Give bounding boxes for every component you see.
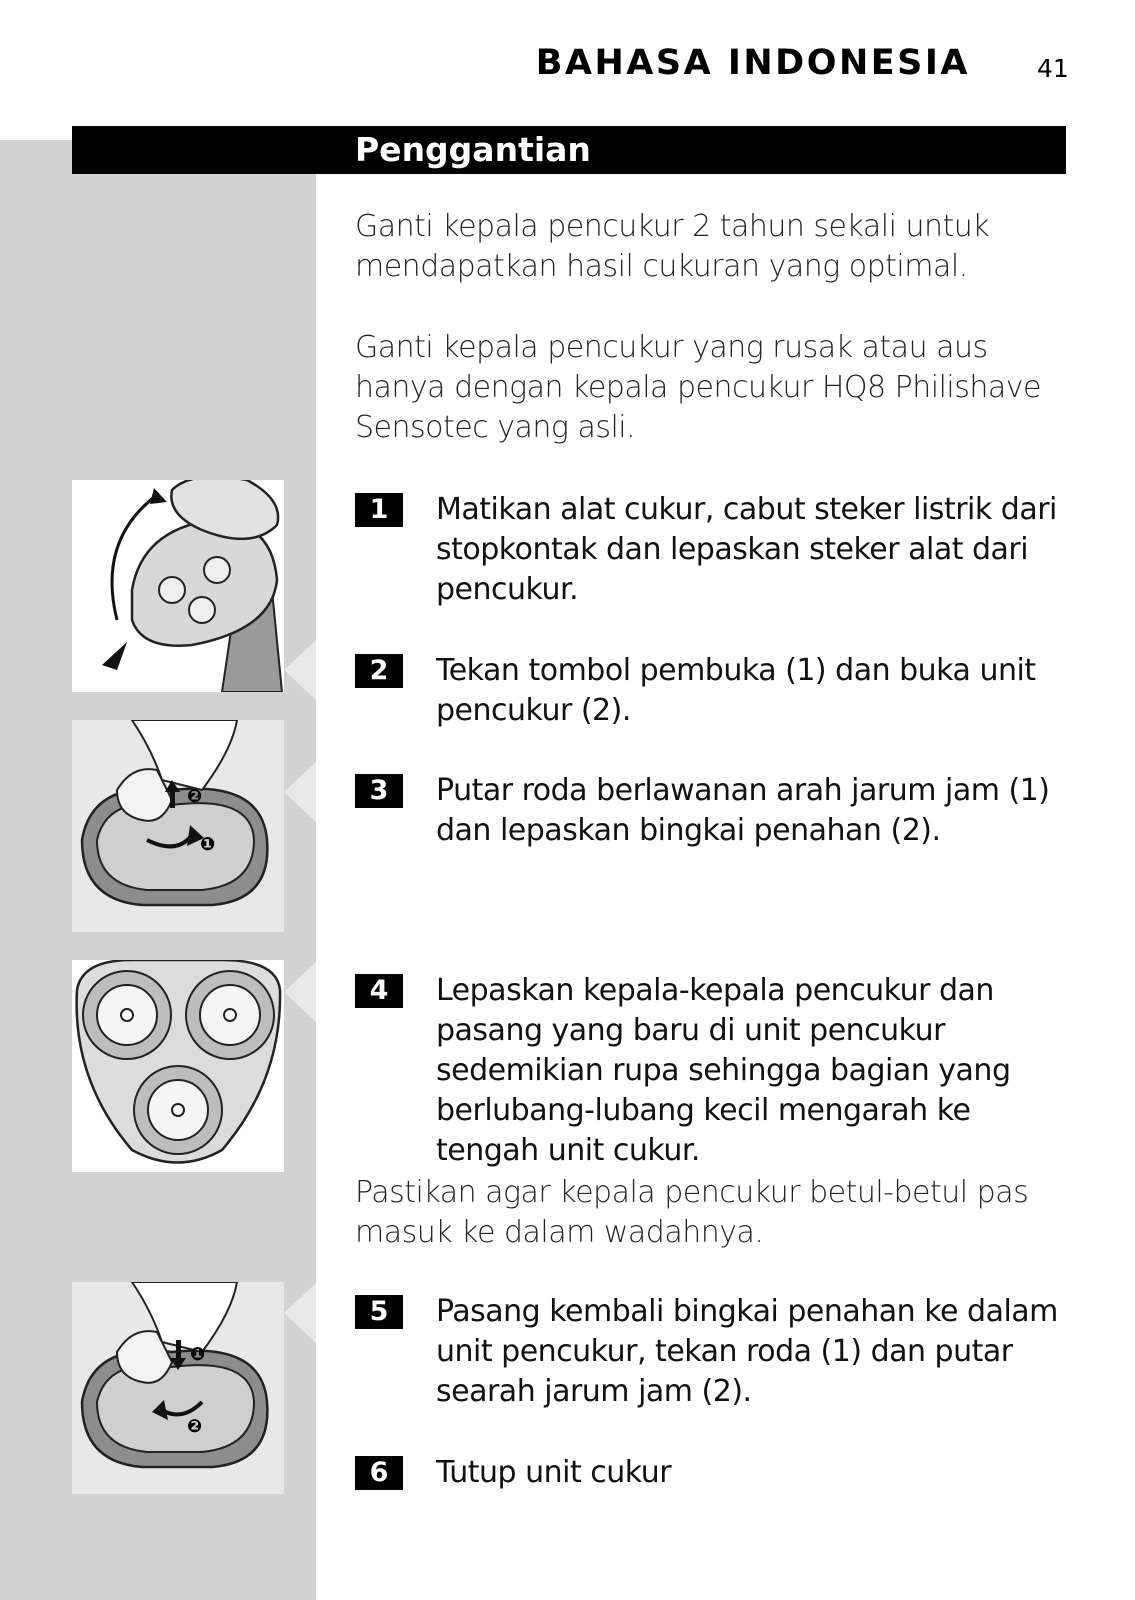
ill3-label-1: ❶ bbox=[200, 834, 216, 855]
step-text-6: Tutup unit cukur bbox=[436, 1455, 672, 1490]
step-number-5: 5 bbox=[355, 1295, 403, 1329]
step-number-4: 4 bbox=[355, 974, 403, 1008]
step-number-1: 1 bbox=[355, 493, 403, 527]
pointer-to-step-3 bbox=[284, 762, 316, 822]
intro-paragraph-2: Ganti kepala pencukur yang rusak atau aus hanya dengan kepala pencukur HQ8 Philishave Sensotec yang asli. bbox=[355, 330, 1041, 445]
header-language: BAHASA INDONESIA bbox=[535, 43, 970, 83]
pointer-to-step-4 bbox=[284, 962, 316, 1022]
illustration-rotate-wheel bbox=[72, 720, 284, 932]
step-number-6: 6 bbox=[355, 1456, 403, 1490]
illustration-refit-frame bbox=[72, 1282, 284, 1494]
ill3-label-2: ❷ bbox=[187, 786, 203, 807]
pointer-to-step-5 bbox=[284, 1283, 316, 1343]
step-number-2: 2 bbox=[355, 654, 403, 688]
ill5-label-2: ❷ bbox=[187, 1416, 203, 1437]
step-text-3: Putar roda berlawanan arah jarum jam (1) dan lepaskan bingkai penahan (2). bbox=[436, 773, 1050, 848]
step-text-5: Pasang kembali bingkai penahan ke dalam unit pencukur, tekan roda (1) dan putar searah jarum jam (2). bbox=[436, 1294, 1058, 1409]
page-number: 41 bbox=[1037, 54, 1069, 83]
illustration-shaving-heads bbox=[72, 960, 284, 1172]
step-text-4: Lepaskan kepala-kepala pencukur dan pasang yang baru di unit pencukur sedemikian rupa sehingga bagian yang berlubang-lubang kecil mengarah ke tengah unit cukur. bbox=[436, 973, 1011, 1168]
step-text-2: Tekan tombol pembuka (1) dan buka unit pencukur (2). bbox=[436, 653, 1036, 728]
pointer-to-step-2 bbox=[284, 640, 316, 700]
step-number-3: 3 bbox=[355, 774, 403, 808]
ill5-label-1: ❶ bbox=[190, 1344, 206, 1365]
step-text-1: Matikan alat cukur, cabut steker listrik dari stopkontak dan lepaskan steker alat dari pencukur. bbox=[436, 492, 1057, 607]
step-4-note: Pastikan agar kepala pencukur betul-betul pas masuk ke dalam wadahnya. bbox=[355, 1175, 1029, 1250]
section-title: Penggantian bbox=[355, 130, 591, 169]
illustration-open-shaver bbox=[72, 480, 284, 692]
intro-paragraph-1: Ganti kepala pencukur 2 tahun sekali untuk mendapatkan hasil cukuran yang optimal. bbox=[355, 209, 990, 284]
